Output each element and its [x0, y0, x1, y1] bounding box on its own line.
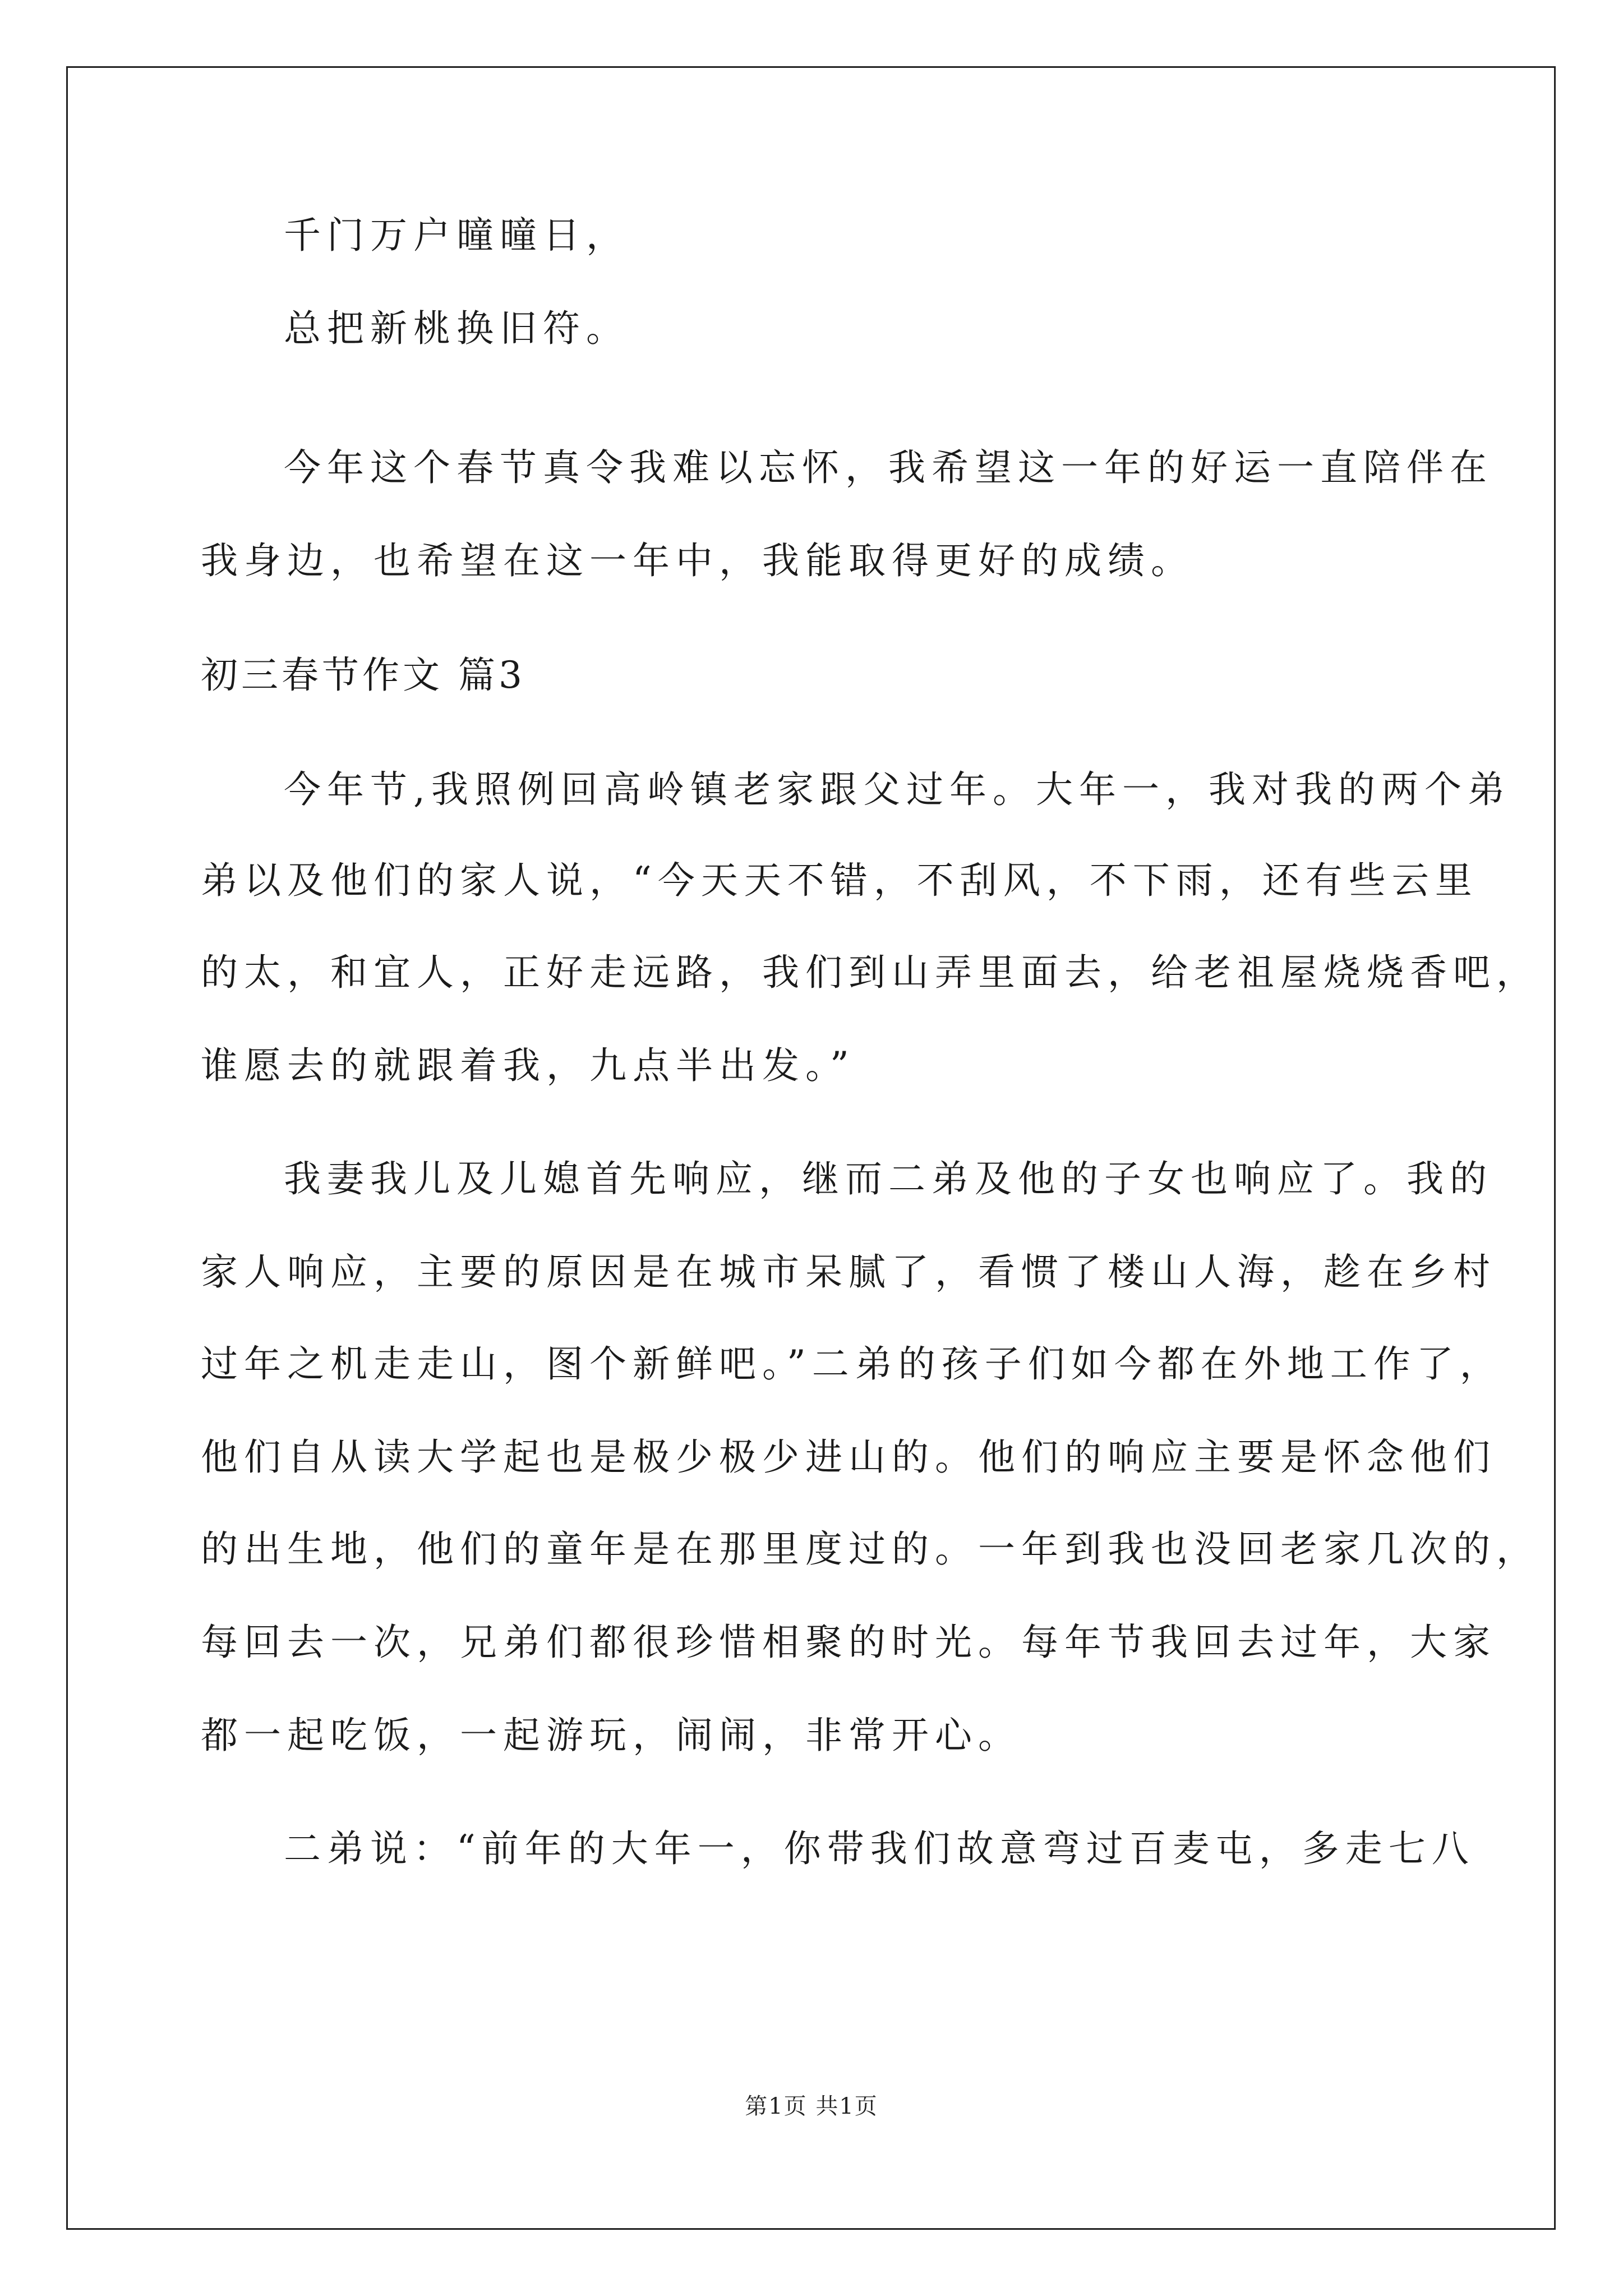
page-border — [66, 66, 1556, 2230]
text-line: 的太，和宜人，正好走远路，我们到山弄里面去，给老祖屋烧烧香吧， — [201, 951, 1539, 994]
text-line: 二弟说：“前年的大年一，你带我们故意弯过百麦屯，多走七八 — [284, 1827, 1475, 1870]
text-line: 我身边，也希望在这一年中，我能取得更好的成绩。 — [201, 539, 1194, 582]
page-footer: 第1页 共1页 — [745, 2093, 878, 2119]
text-line: 的出生地，他们的童年是在那里度过的。一年到我也没回老家几次的， — [201, 1527, 1539, 1571]
text-line: 都一起吃饭，一起游玩，闹闹，非常开心。 — [201, 1714, 1021, 1757]
text-line: 他们自从读大学起也是极少极少进山的。他们的响应主要是怀念他们 — [201, 1435, 1496, 1479]
text-line: 今年节,我照例回高岭镇老家跟父过年。大年一，我对我的两个弟 — [284, 768, 1511, 811]
text-line: 我妻我儿及儿媳首先响应，继而二弟及他的子女也响应了。我的 — [284, 1157, 1493, 1200]
text-line: 今年这个春节真令我难以忘怀，我希望这一年的好运一直陪伴在 — [284, 446, 1493, 489]
text-line: 谁愿去的就跟着我，九点半出发。” — [201, 1044, 855, 1087]
text-line: 每回去一次，兄弟们都很珍惜相聚的时光。每年节我回去过年，大家 — [201, 1621, 1496, 1664]
section-heading: 初三春节作文 篇3 — [201, 654, 525, 697]
text-line: 过年之机走走山，图个新鲜吧。”二弟的孩子们如今都在外地工作了， — [201, 1342, 1503, 1386]
text-line: 总把新桃换旧符。 — [284, 307, 629, 350]
text-line: 弟以及他们的家人说，“今天天不错，不刮风，不下雨，还有些云里 — [201, 859, 1478, 902]
text-line: 千门万户曈曈日， — [284, 214, 629, 257]
text-line: 家人响应，主要的原因是在城市呆腻了，看惯了楼山人海，趁在乡村 — [201, 1250, 1496, 1294]
